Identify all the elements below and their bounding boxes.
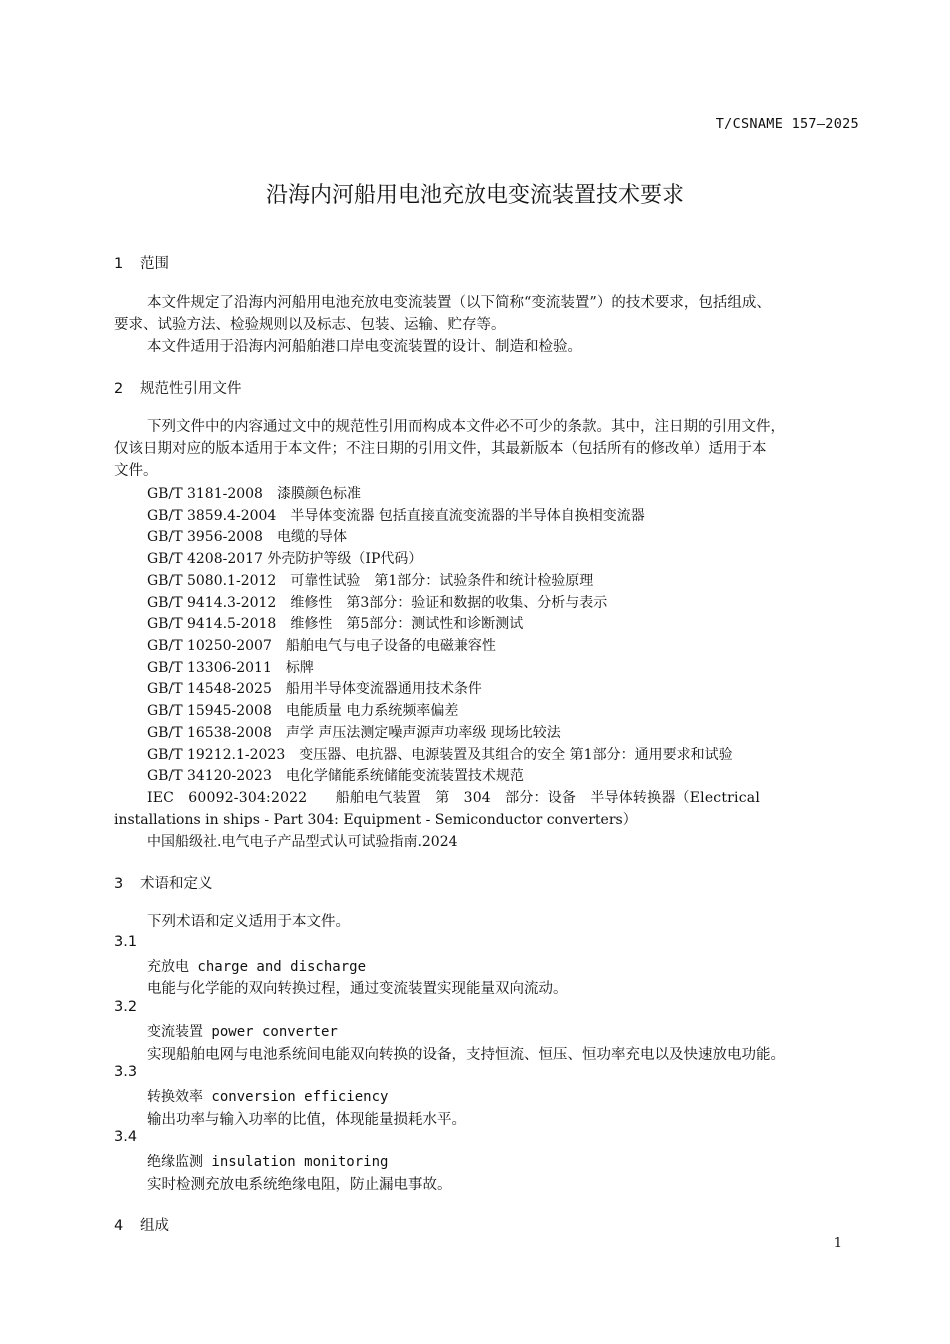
section-title: 术语和定义 (140, 876, 213, 892)
reference-item: GB/T 9414.3-2012 维修性 第3部分：验证和数据的收集、分析与表示 (147, 595, 608, 611)
reference-item: GB/T 3956-2008 电缆的导体 (147, 529, 347, 545)
reference-item: GB/T 5080.1-2012 可靠性试验 第1部分：试验条件和统计检验原理 (147, 573, 594, 589)
section-4-heading (114, 1214, 169, 1235)
term-number: 3.4 (114, 1129, 138, 1145)
term-name: 变流装置 power converter (147, 1024, 338, 1040)
section-number: 4 (114, 1218, 124, 1234)
terms-intro: 下列术语和定义适用于本文件。 (147, 914, 350, 930)
scope-applicability: 本文件适用于沿海内河船舶港口岸电变流装置的设计、制造和检验。 (147, 339, 582, 355)
term-definition: 电能与化学能的双向转换过程，通过变流装置实现能量双向流动。 (147, 981, 568, 997)
term-number: 3.3 (114, 1064, 138, 1080)
reference-item-iec: IEC 60092-304:2022 船舶电气装置 第 304 部分：设备 半导体转换器（Electrical (147, 790, 760, 806)
reference-item: GB/T 19212.1-2023 变压器、电抗器、电源装置及其组合的安全 第1部分：通用要求和试验 (147, 747, 733, 763)
scope-paragraph-line: 要求、试验方法、检验规则以及标志、包装、运输、贮存等。 (114, 317, 506, 333)
term-number: 3.1 (114, 934, 138, 950)
term-name: 充放电 charge and discharge (147, 959, 367, 975)
reference-item: GB/T 14548-2025 船用半导体变流器通用技术条件 (147, 681, 482, 697)
reference-item: GB/T 34120-2023 电化学储能系统储能变流装置技术规范 (147, 768, 524, 784)
references-intro-line: 下列文件中的内容通过文中的规范性引用而构成本文件必不可少的条款。其中，注日期的引用文件， (147, 419, 785, 435)
reference-item: GB/T 3181-2008 漆膜颜色标准 (147, 486, 361, 502)
term-definition: 输出功率与输入功率的比值，体现能量损耗水平。 (147, 1112, 466, 1128)
document-title: 沿海内河船用电池充放电变流装置技术要求 (265, 183, 684, 208)
reference-item-ccs: 中国船级社.电气电子产品型式认可试验指南.2024 (147, 834, 458, 850)
section-title: 范围 (140, 256, 169, 272)
reference-item: GB/T 10250-2007 船舶电气与电子设备的电磁兼容性 (147, 638, 496, 654)
term-name: 转换效率 conversion efficiency (147, 1089, 389, 1105)
reference-item: GB/T 16538-2008 声学 声压法测定噪声源声功率级 现场比较法 (147, 725, 561, 741)
scope-paragraph-line: 本文件规定了沿海内河船用电池充放电变流装置（以下简称“变流装置”）的技术要求，包括组成、 (147, 295, 771, 311)
section-title: 规范性引用文件 (140, 381, 242, 397)
reference-item-iec-continued: installations in ships - Part 304: Equipment - Semiconductor converters） (114, 812, 637, 828)
reference-item: GB/T 4208-2017 外壳防护等级（IP代码） (147, 551, 423, 567)
document-code: T/CSNAME 157—2025 (715, 116, 859, 132)
section-3-heading (114, 872, 213, 893)
references-intro-line: 文件。 (114, 463, 158, 479)
reference-item: GB/T 3859.4-2004 半导体变流器 包括直接直流变流器的半导体自换相变流器 (147, 508, 645, 524)
section-number: 1 (114, 256, 124, 272)
term-number: 3.2 (114, 999, 138, 1015)
reference-item: GB/T 15945-2008 电能质量 电力系统频率偏差 (147, 703, 459, 719)
section-number: 2 (114, 381, 124, 397)
page-number: 1 (833, 1236, 842, 1251)
references-intro-line: 仅该日期对应的版本适用于本文件；不注日期的引用文件，其最新版本（包括所有的修改单）适用于本 (114, 441, 767, 457)
section-1-heading (114, 252, 169, 273)
term-definition: 实时检测充放电系统绝缘电阻，防止漏电事故。 (147, 1177, 452, 1193)
reference-item: GB/T 9414.5-2018 维修性 第5部分：测试性和诊断测试 (147, 616, 524, 632)
reference-item: GB/T 13306-2011 标牌 (147, 660, 314, 676)
term-definition: 实现船舶电网与电池系统间电能双向转换的设备，支持恒流、恒压、恒功率充电以及快速放电功能。 (147, 1047, 785, 1063)
section-title: 组成 (140, 1218, 169, 1234)
section-number: 3 (114, 876, 124, 892)
term-name: 绝缘监测 insulation monitoring (147, 1154, 389, 1170)
section-2-heading (114, 377, 242, 398)
